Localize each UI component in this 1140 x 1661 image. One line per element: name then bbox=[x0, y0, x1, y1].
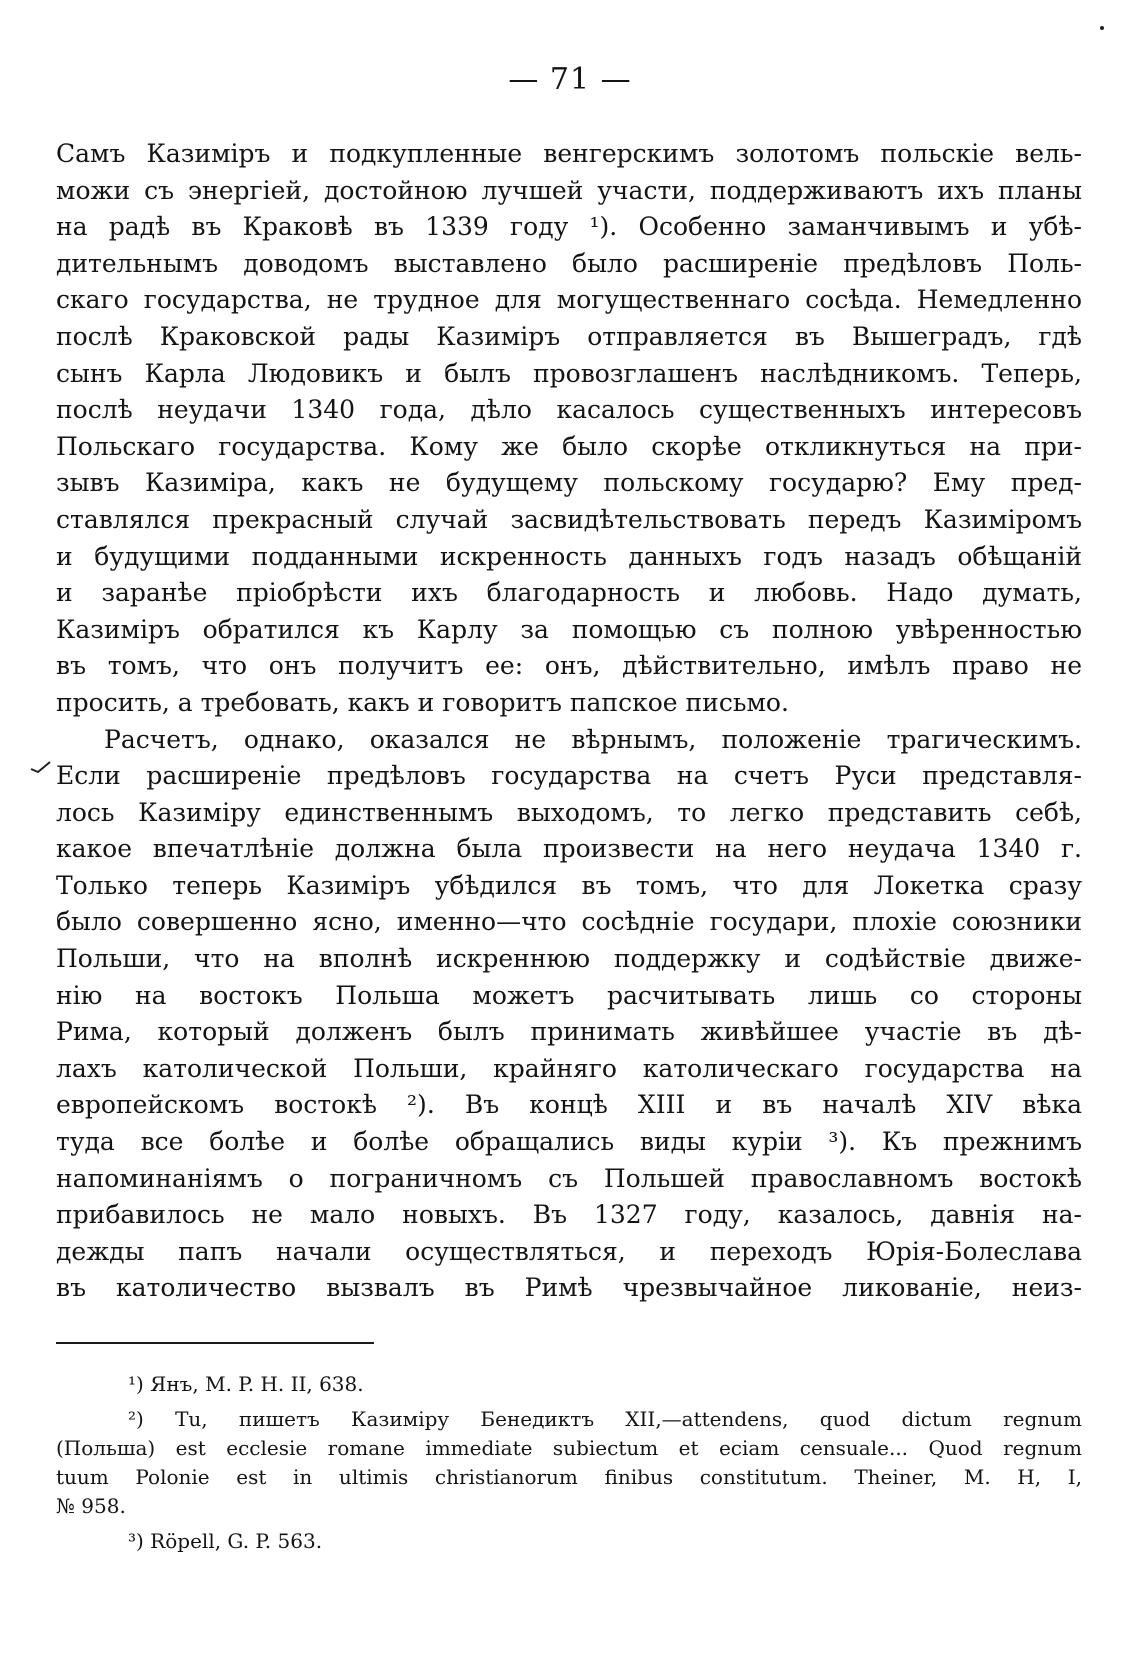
text-line: Только теперь Казиміръ убѣдился въ томъ, что для Локетка сразу bbox=[56, 870, 1082, 900]
footnote-divider bbox=[56, 1342, 374, 1344]
text-line: Рима, который долженъ былъ принимать живѣйшее участіе въ дѣ- bbox=[56, 1017, 1082, 1047]
text-line: въ томъ, что онъ получитъ ее: онъ, дѣйствительно, имѣлъ право не bbox=[56, 651, 1082, 681]
footnote-line: ³) Röpell, G. P. 563. bbox=[128, 1529, 323, 1553]
text-line: можи съ энергіей, достойною лучшей участи, поддерживаютъ ихъ планы bbox=[56, 175, 1082, 205]
text-line: ставлялся прекрасный случай засвидѣтельствовать передъ Казиміромъ bbox=[56, 504, 1082, 534]
text-line: на радѣ въ Краковѣ въ 1339 году ¹). Особенно заманчивымъ и убѣ- bbox=[56, 212, 1082, 242]
text-line: скаго государства, не трудное для могущественнаго сосѣда. Немедленно bbox=[56, 285, 1082, 315]
footnote-line: ²) Tu, пишетъ Казиміру Бенедиктъ XII,—attendens, quod dictum regnum bbox=[128, 1407, 1082, 1431]
text-line: и будущими подданными искренность данныхъ годъ назадъ обѣщаній bbox=[56, 541, 1082, 571]
text-line: и заранѣе пріобрѣсти ихъ благодарность и любовь. Надо думать, bbox=[56, 578, 1082, 608]
text-line: лахъ католической Польши, крайняго католическаго государства на bbox=[56, 1053, 1082, 1083]
page-number: — 71 — bbox=[508, 62, 632, 97]
text-line: нію на востокъ Польша можетъ расчитывать лишь со стороны bbox=[56, 980, 1082, 1010]
text-line: дительнымъ доводомъ выставлено было расширеніе предѣловъ Поль- bbox=[56, 248, 1082, 278]
text-line: зывъ Казиміра, какъ не будущему польскому государю? Ему пред- bbox=[56, 468, 1082, 498]
text-line: послѣ Краковской рады Казиміръ отправляется въ Вышеградъ, гдѣ bbox=[56, 321, 1082, 351]
main-text bbox=[56, 136, 1082, 1307]
scan-speck bbox=[1098, 24, 1106, 32]
text-line: европейскомъ востокѣ ²). Въ концѣ XIII и въ началѣ XIV вѣка bbox=[56, 1090, 1082, 1120]
text-line: Польскаго государства. Кому же было скорѣе откликнуться на при- bbox=[56, 431, 1082, 461]
footnotes bbox=[56, 1370, 1082, 1556]
text-line: прибавилось не мало новыхъ. Въ 1327 году, казалось, давнія на- bbox=[56, 1200, 1082, 1230]
text-line: просить, а требовать, какъ и говоритъ папское письмо. bbox=[56, 687, 789, 717]
footnote-line: tuum Polonie est in ultimis christianorum finibus constitutum. Theiner, M. H, I, bbox=[56, 1465, 1082, 1489]
text-line: было совершенно ясно, именно—что сосѣдніе государи, плохіе союзники bbox=[56, 907, 1082, 937]
text-line: сынъ Карла Людовикъ и былъ провозглашенъ наслѣдникомъ. Теперь, bbox=[56, 358, 1082, 388]
text-line: Польши, что на вполнѣ искреннюю поддержку и содѣйствіе движе- bbox=[56, 944, 1082, 974]
text-line: въ католичество вызвалъ въ Римѣ чрезвычайное ликованіе, неиз- bbox=[56, 1273, 1082, 1303]
footnote-line: (Польша) est ecclesie romane immediate subiectum et eciam censuale... Quod regnum bbox=[56, 1436, 1082, 1460]
text-line: Казиміръ обратился къ Карлу за помощью съ полною увѣренностью bbox=[56, 614, 1082, 644]
text-line: лось Казиміру единственнымъ выходомъ, то легко представить себѣ, bbox=[56, 797, 1082, 827]
footnote-line: № 958. bbox=[56, 1494, 126, 1518]
text-line: дежды папъ начали осуществляться, и переходъ Юрія-Болеслава bbox=[56, 1236, 1082, 1266]
text-line: Если расширеніе предѣловъ государства на счетъ Руси представля- bbox=[56, 761, 1082, 791]
margin-tick-mark bbox=[30, 760, 52, 774]
text-line: послѣ неудачи 1340 года, дѣло касалось существенныхъ интересовъ bbox=[56, 395, 1082, 425]
text-line: Самъ Казиміръ и подкупленные венгерскимъ золотомъ польскіе вель- bbox=[56, 139, 1082, 168]
text-line: какое впечатлѣніе должна была произвести на него неудача 1340 г. bbox=[56, 834, 1082, 864]
footnote-line: ¹) Янъ, M. P. H. II, 638. bbox=[128, 1372, 364, 1396]
text-line: Расчетъ, однако, оказался не вѣрнымъ, положеніе трагическимъ. bbox=[104, 724, 1082, 754]
text-line: туда все болѣе и болѣе обращались виды куріи ³). Къ прежнимъ bbox=[56, 1127, 1082, 1157]
text-line: напоминаніямъ о пограничномъ съ Польшей православномъ востокѣ bbox=[56, 1163, 1082, 1193]
